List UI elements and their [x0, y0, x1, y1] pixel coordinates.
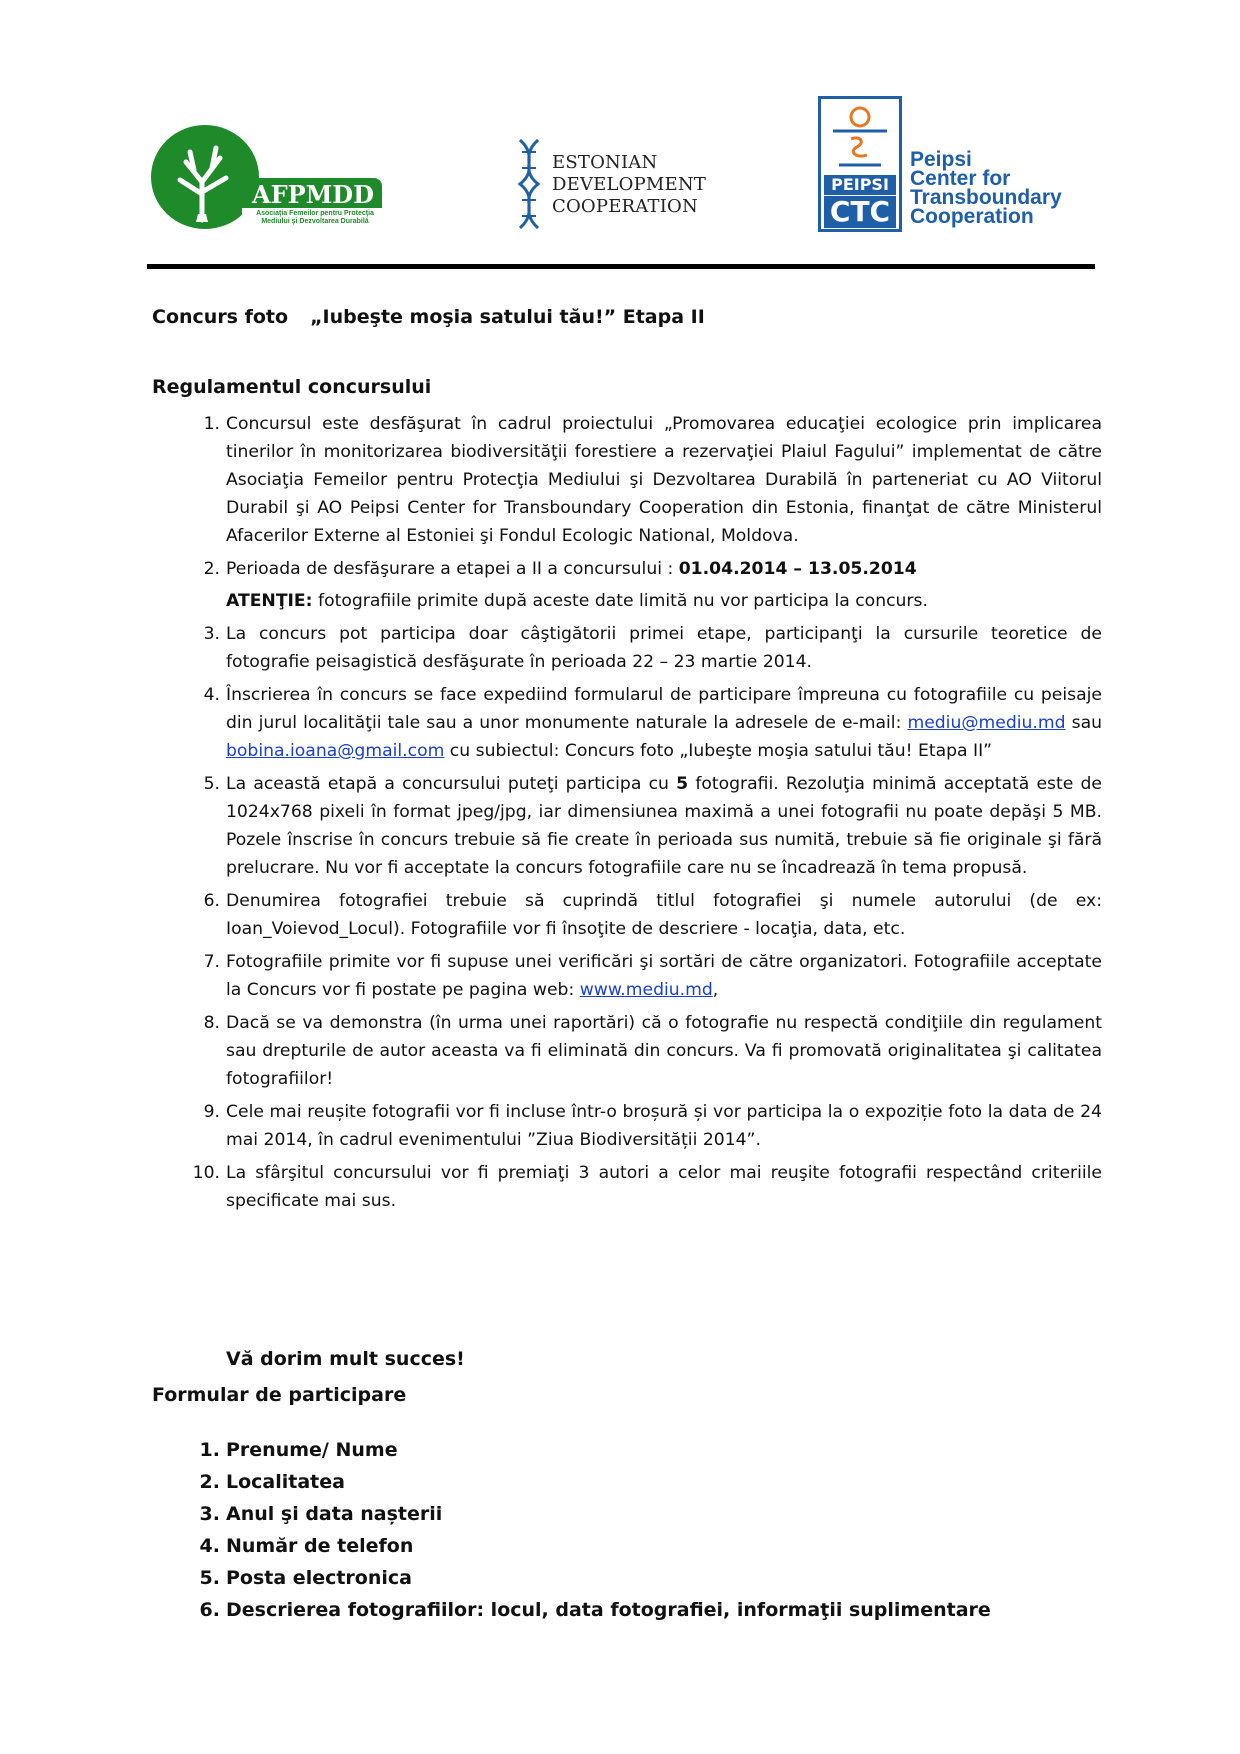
- rule-number: 1 .: [186, 410, 220, 438]
- ctc-label: CTC: [824, 196, 896, 228]
- rule-text: Denumirea fotografiei trebuie să cuprindă titlul fotografiei şi numele autorului (de ex: Ioan_Voievod_Locul). Fotografiile vor fi însoţite de descriere - locaţia, data, etc.: [226, 891, 1102, 939]
- rule-number: 7 .: [186, 948, 220, 976]
- rule-text: cu subiectul: Concurs foto „Iubeşte moşia satului tău! Etapa II”: [444, 741, 993, 761]
- form-field-label: Localitatea: [226, 1471, 345, 1493]
- peipsi-ctc-logo: [818, 96, 1088, 234]
- afpmdd-logo: [150, 122, 385, 232]
- rule-number: 2 .: [186, 555, 220, 583]
- ctc-text: [910, 150, 1062, 226]
- form-field-label: Anul şi data nașterii: [226, 1503, 443, 1525]
- header-divider: [147, 264, 1095, 269]
- rule-text: Cele mai reușite fotografii vor fi incluse într-o broșură și vor participa la o expoziție foto la data de 24 mai 2014, în cadrul evenimentului ”Ziua Biodiversității 2014”.: [226, 1102, 1102, 1150]
- form-field-number: 3 .: [186, 1500, 220, 1528]
- form-heading: Formular de participare: [152, 1384, 407, 1406]
- rule-item: [203, 681, 1103, 765]
- attention-text: fotografiile primite după aceste date limită nu vor participa la concurs.: [312, 591, 928, 611]
- rule-text: Înscrierea în concurs se face expediind formularul de participare împreuna cu fotografiile cu peisaje din jurul localităţii tale sau a unor monumente naturale la adresele de e-mail:: [226, 685, 1102, 733]
- ctc-line: Peipsi: [910, 148, 972, 171]
- form-field-number: 1 .: [186, 1436, 220, 1464]
- attention-label: ATENŢIE:: [226, 591, 313, 611]
- form-fields-list: [0, 1436, 1240, 1628]
- form-field-label: Număr de telefon: [226, 1535, 414, 1557]
- regulation-heading: Regulamentul concursului: [152, 376, 432, 398]
- photo-count: 5: [676, 774, 689, 794]
- form-field-number: 5 .: [186, 1564, 220, 1592]
- edc-line: ESTONIAN: [552, 152, 658, 173]
- edc-text: [552, 152, 706, 218]
- form-field-item: [199, 1500, 1240, 1532]
- edc-logo: [512, 138, 707, 230]
- rule-text: La sfârşitul concursului vor fi premiaţi 3 autori a celor mai reuşite fotografii respectând criteriile specificate mai sus.: [226, 1163, 1102, 1211]
- ctc-sun-icon: [821, 99, 899, 173]
- form-field-number: 6 .: [186, 1596, 220, 1624]
- edc-helix-icon: [512, 138, 546, 230]
- edc-line: COOPERATION: [552, 196, 698, 217]
- edc-line: DEVELOPMENT: [552, 174, 707, 195]
- form-field-item: [199, 1532, 1240, 1564]
- rule-number: 9 .: [186, 1098, 220, 1126]
- form-field-item: [199, 1596, 1240, 1628]
- page-title: [152, 306, 705, 328]
- rule-item: [203, 620, 1102, 676]
- ctc-peipsi-label: PEIPSI: [824, 175, 896, 195]
- ctc-line: Cooperation: [910, 205, 1034, 228]
- rule-text: Fotografiile primite vor fi supuse unei verificări şi sortări de către organizatori. Fotografiile acceptate la Concurs vor fi postate pe pagina web:: [226, 952, 1102, 1000]
- rule-text: fotografii. Rezoluţia minimă acceptată este de 1024x768 pixeli în format jpeg/jpg, iar dimensiunea maximă a unei fotografii nu poate depăşi 5 MB. Pozele înscrise în concurs trebuie să fie create în perioada sus numită, trebuie să fie originale şi fără prelucrare. Nu vor fi acceptate la concurs fotografiile care nu se încadrează în tema propusă.: [226, 774, 1102, 878]
- rule-item: [203, 887, 1102, 943]
- rule-item: [203, 1098, 1102, 1154]
- rule-number: 3 .: [186, 620, 220, 648]
- rule-number: 6 .: [186, 887, 220, 915]
- form-field-item: [199, 1468, 1240, 1500]
- form-field-item: [199, 1564, 1240, 1596]
- ctc-line: Transboundary: [910, 186, 1062, 209]
- afpmdd-name: AFPMDD: [252, 180, 374, 209]
- rule-item: [192, 1159, 1102, 1215]
- form-field-item: [199, 1436, 1240, 1468]
- rule-text: ,: [712, 980, 719, 1000]
- rule-number: 10 .: [186, 1159, 220, 1187]
- rule-item: [203, 770, 1102, 882]
- rule-text: Dacă se va demonstra (în urma unei raportări) că o fotografie nu respectă condiţiile din regulament sau drepturile de autor aceasta va fi eliminată din concurs. Va fi promovată originalitatea şi calitatea fotografiilor!: [226, 1013, 1102, 1089]
- form-field-number: 2 .: [186, 1468, 220, 1496]
- rule-item: [203, 555, 1102, 615]
- ctc-line: Center for: [910, 167, 1011, 190]
- ctc-emblem: [818, 96, 902, 232]
- rule-number: 8 .: [186, 1009, 220, 1037]
- form-field-label: Posta electronica: [226, 1567, 412, 1589]
- form-field-number: 4 .: [186, 1532, 220, 1560]
- rule-item: [203, 1009, 1102, 1093]
- website-link[interactable]: www.mediu.md: [579, 980, 713, 1000]
- title-prefix: Concurs foto: [152, 306, 289, 328]
- rule-text: sau: [1065, 713, 1103, 733]
- rule-item: [203, 948, 1102, 1004]
- contest-dates: 01.04.2014 – 13.05.2014: [678, 559, 917, 579]
- rule-text: Concursul este desfăşurat în cadrul proiectului „Promovarea educaţiei ecologice prin implicarea tinerilor în monitorizarea biodiversităţii forestiere a rezervaţiei Plaiul Fagului” implementat de către Asociaţia Femeilor pentru Protecţia Mediului şi Dezvoltarea Durabilă în parteneriat cu AO Viitorul Durabil şi AO Peipsi Center for Transboundary Cooperation din Estonia, finanţat de către Ministerul Afacerilor Externe al Estoniei şi Fondul Ecologic National, Moldova.: [226, 414, 1102, 546]
- title-main: „Iubeşte moşia satului tău!” Etapa II: [310, 306, 705, 328]
- afpmdd-subtitle: Asociaţia Femeilor pentru Protecţia Mediului şi Dezvoltarea Durabilă: [256, 210, 374, 225]
- rule-number: 4 .: [186, 681, 220, 709]
- email-link-bobina[interactable]: bobina.ioana@gmail.com: [226, 741, 445, 761]
- email-link-mediu[interactable]: mediu@mediu.md: [907, 713, 1066, 733]
- form-field-label: Descrierea fotografiilor: locul, data fotografiei, informaţii suplimentare: [226, 1599, 991, 1621]
- rule-text: La această etapă a concursului puteţi participa cu: [226, 774, 677, 794]
- closing-wish: Vă dorim mult succes!: [226, 1348, 465, 1370]
- rule-text: La concurs pot participa doar câştigătorii primei etape, participanţi la cursurile teoretice de fotografie peisagistică desfăşurate în perioada 22 – 23 martie 2014.: [226, 624, 1102, 672]
- rule-number: 5 .: [186, 770, 220, 798]
- form-field-label: Prenume/ Nume: [226, 1439, 398, 1461]
- rule-text: Perioada de desfăşurare a etapei a II a concursului :: [226, 559, 679, 579]
- rules-list: [0, 410, 1240, 1220]
- rule-item: [203, 410, 1102, 550]
